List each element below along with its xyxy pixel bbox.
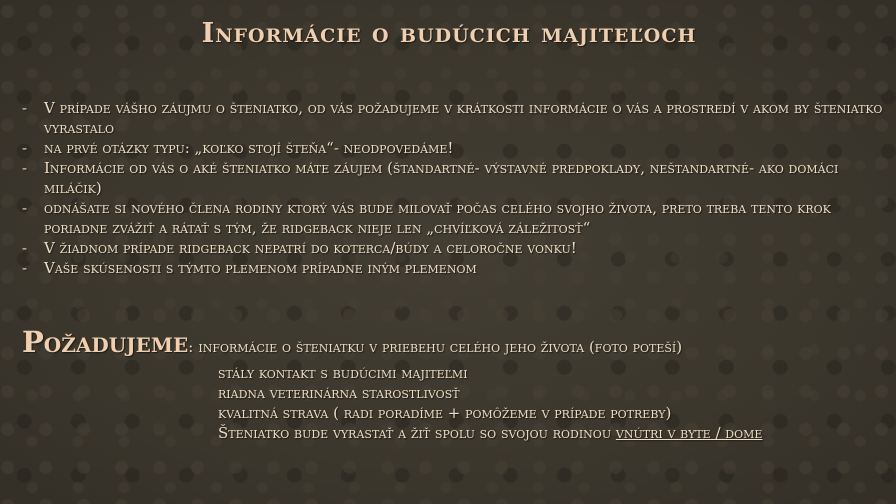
requirements-last-item-text: Šteniatko bude vyrastať a žiť spolu so svojou rodinou [218,424,612,442]
dash-bullet: - [22,259,28,277]
list-item: riadna veterinárna starostlivosť [218,384,460,402]
requirements-heading [22,325,882,359]
list-item-text: odnášate si nového člena rodiny ktorý vás bude milovať počas celého svojho života, preto treba tento krok poriadne zvážiť a rátať s tým, že ridgeback nieje len „chvíľková záležitosť“ [44,199,831,237]
requirements-list [218,363,882,443]
list-item [22,258,886,278]
list-item [22,238,886,258]
requirements-separator: : [188,338,194,356]
list-item [22,138,886,158]
info-bullet-list [22,98,886,278]
dash-bullet: - [22,199,28,217]
requirements-label: Požadujeme [22,325,189,359]
dash-bullet: - [22,139,28,157]
dash-bullet: - [22,159,28,177]
list-item-text: V žiadnom prípade ridgeback nepatrí do koterca/búdy a celoročne vonku! [44,239,577,257]
list-item [22,198,886,238]
list-item [218,423,882,443]
dash-bullet: - [22,99,28,117]
list-item-text: V prípade vášho záujmu o šteniatko, od vás požadujeme v krátkosti informácie o vás a prostredí v akom by šteniatko vyrastalo [44,99,883,137]
list-item-text: Vaše skúsenosti s týmto plemenom prípadne iným plemenom [44,259,477,277]
list-item [22,158,886,198]
requirements-section [22,325,882,443]
list-item [22,98,886,138]
requirements-first-item: informácie o šteniatku v priebehu celého jeho života (foto poteší) [198,338,683,356]
list-item: kvalitná strava ( radi poradíme + pomôžeme v prípade potreby) [218,404,672,422]
page-title: Informácie o budúcich majiteľoch [201,18,697,49]
list-item: stály kontakt s budúcimi majiteľmi [218,364,468,382]
list-item-text: Informácie od vás o aké šteniatko máte záujem (štandartné- výstavné predpoklady, neštandartné- ako domáci miláčik) [44,159,839,197]
list-item-text: na prvé otázky typu: „koľko stojí šteňa“- neodpovedáme! [44,139,454,157]
requirements-last-item-underlined: vnútri v byte / dome [615,424,763,442]
dash-bullet: - [22,239,28,257]
